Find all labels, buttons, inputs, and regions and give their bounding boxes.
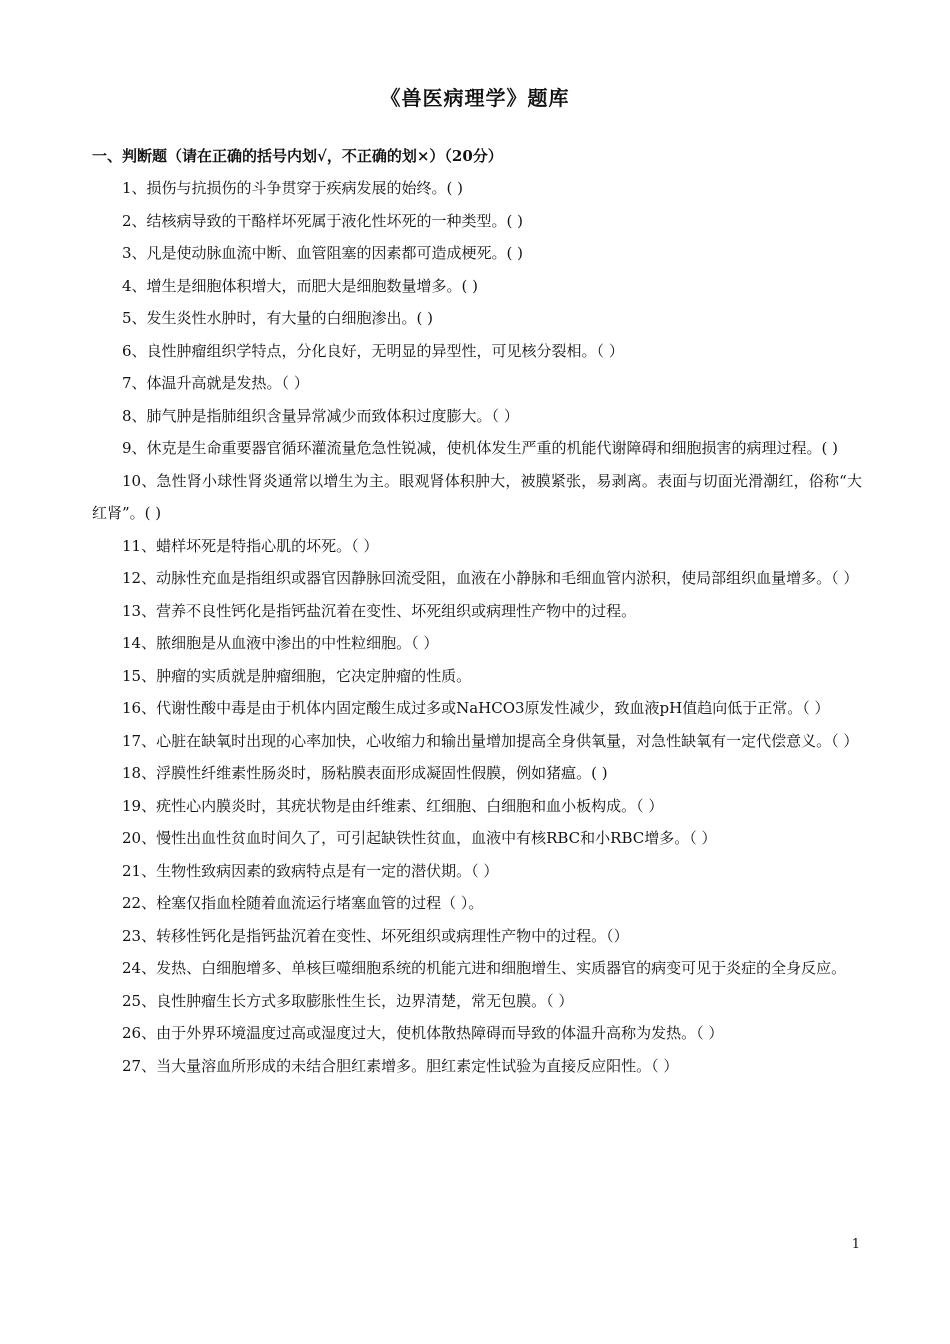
question-item: 11、蜡样坏死是特指心肌的坏死。（ ）	[122, 536, 379, 555]
question-item: 25、良性肿瘤生长方式多取膨胀性生长，边界清楚，常无包膜。（ ）	[122, 991, 574, 1010]
question-item: 5、发生炎性水肿时，有大量的白细胞渗出。( )	[122, 309, 434, 327]
question-item: 26、由于外界环境温度过高或湿度过大，使机体散热障碍而导致的体温升高称为发热。（ ）	[122, 1024, 724, 1042]
question-item: 13、营养不良性钙化是指钙盐沉着在变性、坏死组织或病理性产物中的过程。	[122, 601, 637, 620]
question-item: 15、肿瘤的实质就是肿瘤细胞，它决定肿瘤的性质。	[122, 666, 472, 685]
question-item: 21、生物性致病因素的致病特点是有一定的潜伏期。（ ）	[122, 861, 499, 880]
question-item: 7、体温升高就是发热。（ ）	[122, 374, 309, 392]
question-list	[92, 172, 862, 1082]
page-number: 1	[851, 1237, 860, 1252]
question-item: 9、休克是生命重要器官循环灌流量危急性锐减，使机体发生严重的机能代谢障碍和细胞损害的病理过程。( )	[122, 439, 839, 457]
question-item: 3、凡是使动脉血流中断、血管阻塞的因素都可造成梗死。( )	[122, 244, 524, 262]
question-item: 2、结核病导致的干酪样坏死属于液化性坏死的一种类型。( )	[122, 211, 524, 230]
document-title: 《兽医病理学》题库	[380, 86, 570, 110]
question-item: 19、疣性心内膜炎时，其疣状物是由纤维素、红细胞、白细胞和血小板构成。（ ）	[122, 796, 664, 815]
question-item: 24、发热、白细胞增多、单核巨噬细胞系统的机能亢进和细胞增生、实质器官的病变可见于炎症的全身反应。	[122, 959, 847, 977]
question-item: 22、栓塞仅指血栓随着血流运行堵塞血管的过程（ ）。	[122, 894, 484, 912]
question-item: 1、损伤与抗损伤的斗争贯穿于疾病发展的始终。( )	[122, 179, 464, 197]
question-item: 6、良性肿瘤组织学特点，分化良好，无明显的异型性，可见核分裂相。（ ）	[122, 341, 624, 360]
question-item: 23、转移性钙化是指钙盐沉着在变性、坏死组织或病理性产物中的过程。（）	[122, 926, 629, 945]
section-heading: 一、判断题（请在正确的括号内划√，不正确的划×）（20分）	[92, 147, 503, 165]
question-item: 10、急性肾小球性肾炎通常以增生为主。眼观肾体积肿大，被膜紧张，易剥离。表面与切面光滑潮红，俗称“大红肾”。( )	[92, 471, 862, 522]
question-item: 14、脓细胞是从血液中渗出的中性粒细胞。（ ）	[122, 634, 439, 652]
question-item: 20、慢性出血性贫血时间久了，可引起缺铁性贫血，血液中有核RBC和小RBC增多。（ ）	[122, 829, 717, 847]
question-item: 12、动脉性充血是指组织或器官因静脉回流受阻，血液在小静脉和毛细血管内淤积，使局部组织血量增多。（ ）	[122, 569, 859, 587]
question-item: 18、浮膜性纤维素性肠炎时，肠粘膜表面形成凝固性假膜，例如猪瘟。( )	[122, 764, 608, 782]
question-item: 27、当大量溶血所形成的未结合胆红素增多。胆红素定性试验为直接反应阳性。（ ）	[122, 1056, 679, 1075]
question-item: 4、增生是细胞体积增大，而肥大是细胞数量增多。( )	[122, 276, 479, 295]
question-item: 16、代谢性酸中毒是由于机体内固定酸生成过多或NaHCO3原发性减少，致血液pH值趋向低于正常。（ ）	[122, 699, 830, 717]
question-item: 8、肺气肿是指肺组织含量异常减少而致体积过度膨大。（ ）	[122, 406, 519, 425]
question-item: 17、心脏在缺氧时出现的心率加快，心收缩力和输出量增加提高全身供氧量，对急性缺氧有一定代偿意义。（ ）	[122, 731, 859, 750]
